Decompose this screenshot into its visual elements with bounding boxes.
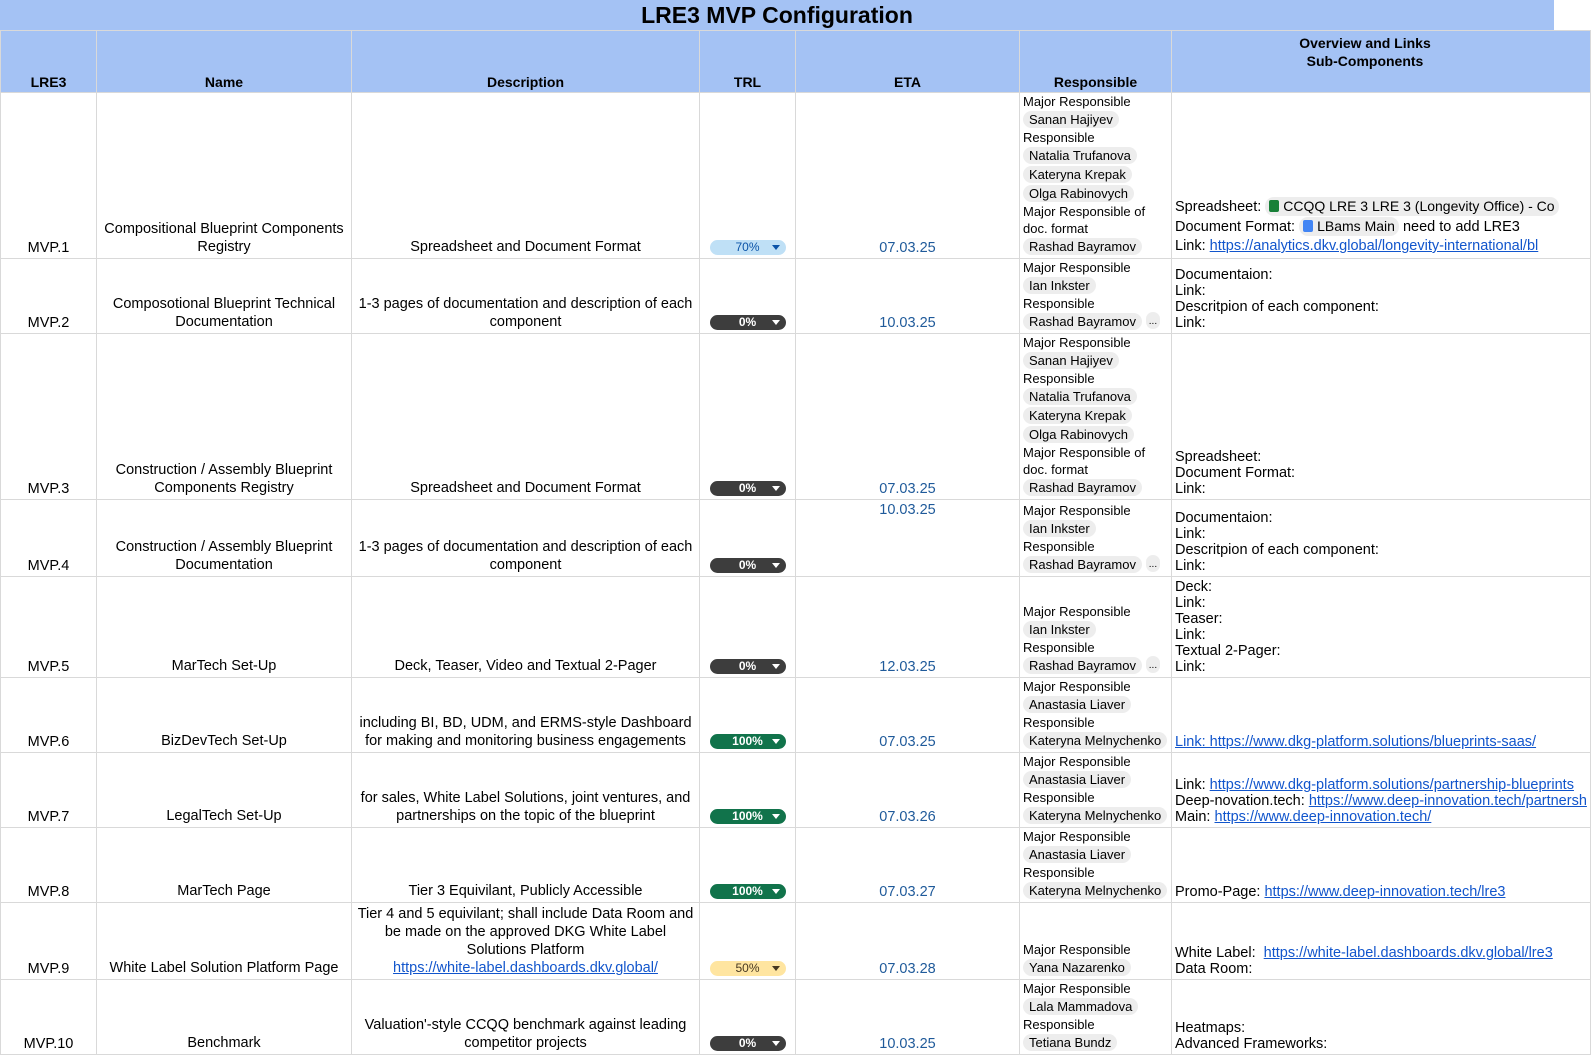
- person-chip[interactable]: Kateryna Krepak: [1023, 166, 1132, 183]
- link-label: Document Format:: [1175, 219, 1296, 235]
- sheet-title: LRE3 MVP Configuration: [0, 0, 1554, 31]
- hyperlink[interactable]: https://analytics.dkv.global/longevity-international/bl: [1209, 238, 1539, 254]
- row-links[interactable]: [1172, 753, 1591, 828]
- header-overview[interactable]: [1172, 31, 1591, 93]
- link-line: Link:: [1175, 595, 1206, 611]
- row-description[interactable]: 1-3 pages of documentation and description of each component: [352, 259, 700, 334]
- row-description[interactable]: Tier 3 Equivilant, Publicly Accessible: [352, 828, 700, 903]
- person-chip[interactable]: Rashad Bayramov: [1023, 556, 1142, 573]
- person-chip[interactable]: Kateryna Krepak: [1023, 407, 1132, 424]
- person-chip[interactable]: Rashad Bayramov: [1023, 238, 1142, 255]
- table-row: [1, 334, 1591, 500]
- link-line: Descritpion of each component:: [1175, 542, 1379, 558]
- row-id[interactable]: MVP.7: [1, 753, 97, 828]
- role-label: Responsible: [1023, 539, 1095, 554]
- row-name[interactable]: BizDevTech Set-Up: [97, 678, 352, 753]
- header-lre3[interactable]: LRE3: [1, 31, 97, 93]
- row-responsible[interactable]: [1020, 500, 1172, 577]
- row-eta[interactable]: 07.03.26: [796, 753, 1020, 828]
- row-eta[interactable]: 07.03.25: [796, 93, 1020, 259]
- row-links[interactable]: [1172, 577, 1591, 678]
- file-name: LBams Main: [1317, 218, 1395, 234]
- link-line: Data Room:: [1175, 961, 1253, 977]
- chevron-down-icon: [772, 563, 780, 568]
- person-chip[interactable]: Natalia Trufanova: [1023, 147, 1137, 164]
- row-trl[interactable]: [700, 500, 796, 577]
- link-line: Link:: [1175, 558, 1206, 574]
- more-chips-indicator[interactable]: ...: [1146, 312, 1160, 329]
- hyperlink[interactable]: Link: https://www.dkg-platform.solutions/blueprints-saas/: [1175, 734, 1537, 750]
- row-responsible[interactable]: [1020, 753, 1172, 828]
- trl-value: 100%: [732, 734, 763, 748]
- row-description[interactable]: for sales, White Label Solutions, joint ventures, and partnerships on the topic of the blueprint: [352, 753, 700, 828]
- role-label: Major Responsible: [1023, 829, 1131, 844]
- link-label: Deep-novation.tech:: [1175, 793, 1305, 809]
- link-line: Link:: [1175, 526, 1206, 542]
- file-chip[interactable]: [1265, 197, 1558, 216]
- link-line: Link:: [1175, 659, 1206, 675]
- table-row: [1, 577, 1591, 678]
- link-line: Link:: [1175, 627, 1206, 643]
- row-id[interactable]: MVP.1: [1, 93, 97, 259]
- table-row: [1, 753, 1591, 828]
- row-description[interactable]: Spreadsheet and Document Format: [352, 93, 700, 259]
- trl-dropdown[interactable]: [710, 734, 786, 749]
- row-links[interactable]: [1172, 828, 1591, 903]
- row-name[interactable]: MarTech Set-Up: [97, 577, 352, 678]
- row-name[interactable]: Construction / Assembly Blueprint Components Registry: [97, 334, 352, 500]
- row-name[interactable]: Compositional Blueprint Components Registry: [97, 93, 352, 259]
- link-line: Link:: [1175, 315, 1206, 331]
- person-chip[interactable]: Yana Nazarenko: [1023, 959, 1131, 976]
- trl-value: 50%: [735, 961, 760, 975]
- header-name[interactable]: Name: [97, 31, 352, 93]
- person-chip[interactable]: Anastasia Liaver: [1023, 846, 1131, 863]
- row-eta[interactable]: 07.03.27: [796, 828, 1020, 903]
- trl-value: 0%: [738, 558, 757, 572]
- trl-dropdown[interactable]: [710, 659, 786, 674]
- role-label: Responsible: [1023, 715, 1095, 730]
- person-chip[interactable]: Kateryna Melnychenko: [1023, 732, 1167, 749]
- trl-dropdown[interactable]: [710, 1036, 786, 1051]
- row-responsible[interactable]: [1020, 903, 1172, 980]
- google-sheets-icon: [1269, 200, 1279, 212]
- header-description[interactable]: Description: [352, 31, 700, 93]
- link-label: Link:: [1175, 777, 1206, 793]
- person-chip[interactable]: Rashad Bayramov: [1023, 657, 1142, 674]
- chevron-down-icon: [772, 889, 780, 894]
- hyperlink[interactable]: https://www.deep-innovation.tech/lre3: [1264, 884, 1506, 900]
- table-row: [1, 828, 1591, 903]
- role-label: Responsible: [1023, 130, 1095, 145]
- note-text: need to add LRE3: [1402, 219, 1520, 235]
- row-description[interactable]: [352, 903, 700, 980]
- row-trl[interactable]: [700, 93, 796, 259]
- role-label: Responsible: [1023, 371, 1095, 386]
- header-trl[interactable]: TRL: [700, 31, 796, 93]
- more-chips-indicator[interactable]: ...: [1146, 555, 1160, 572]
- role-label: Major Responsible: [1023, 754, 1131, 769]
- person-chip[interactable]: Ian Inkster: [1023, 520, 1096, 537]
- chevron-down-icon: [772, 966, 780, 971]
- mvp-table: [0, 30, 1591, 1055]
- person-chip[interactable]: Kateryna Melnychenko: [1023, 807, 1167, 824]
- role-label: Major Responsible: [1023, 679, 1131, 694]
- chevron-down-icon: [772, 320, 780, 325]
- row-links[interactable]: [1172, 259, 1591, 334]
- header-responsible[interactable]: Responsible: [1020, 31, 1172, 93]
- table-row: [1, 903, 1591, 980]
- person-chip[interactable]: Anastasia Liaver: [1023, 696, 1131, 713]
- hyperlink[interactable]: https://www.dkg-platform.solutions/partnership-blueprints: [1209, 777, 1574, 793]
- header-overview-line2: Sub-Components: [1306, 53, 1424, 69]
- file-name: CCQQ LRE 3 LRE 3 (Longevity Office) - Co: [1283, 198, 1555, 214]
- row-id[interactable]: MVP.10: [1, 980, 97, 1055]
- row-links[interactable]: [1172, 678, 1591, 753]
- trl-dropdown[interactable]: [710, 481, 786, 496]
- header-overview-line1: Overview and Links: [1299, 35, 1431, 51]
- hyperlink[interactable]: https://www.deep-innovation.tech/partnersh: [1308, 793, 1587, 809]
- header-eta[interactable]: ETA: [796, 31, 1020, 93]
- row-trl[interactable]: [700, 980, 796, 1055]
- file-chip[interactable]: [1299, 217, 1399, 236]
- person-chip[interactable]: Lala Mammadova: [1023, 998, 1138, 1015]
- role-label: Responsible: [1023, 865, 1095, 880]
- trl-dropdown[interactable]: [710, 961, 786, 976]
- role-label: Major Responsible: [1023, 981, 1131, 996]
- description-text: Tier 4 and 5 equivilant; shall include Data Room and be made on the approved DKG White Label Solutions Platform: [357, 906, 694, 958]
- link-line: Advanced Frameworks:: [1175, 1036, 1328, 1052]
- table-row: [1, 93, 1591, 259]
- row-responsible[interactable]: [1020, 828, 1172, 903]
- person-chip[interactable]: Natalia Trufanova: [1023, 388, 1137, 405]
- google-docs-icon: [1303, 220, 1313, 232]
- row-eta[interactable]: 12.03.25: [796, 577, 1020, 678]
- row-links[interactable]: [1172, 980, 1591, 1055]
- trl-value: 100%: [732, 884, 763, 898]
- row-links[interactable]: [1172, 334, 1591, 500]
- table-row: [1, 500, 1591, 577]
- row-responsible[interactable]: [1020, 678, 1172, 753]
- role-label: Major Responsible: [1023, 94, 1131, 109]
- person-chip[interactable]: Olga Rabinovych: [1023, 426, 1134, 443]
- role-label: Major Responsible: [1023, 604, 1131, 619]
- row-description[interactable]: Deck, Teaser, Video and Textual 2-Pager: [352, 577, 700, 678]
- trl-dropdown[interactable]: [710, 884, 786, 899]
- link-line: Heatmaps:: [1175, 1020, 1246, 1036]
- row-id[interactable]: MVP.6: [1, 678, 97, 753]
- role-label: Responsible: [1023, 790, 1095, 805]
- row-id[interactable]: MVP.2: [1, 259, 97, 334]
- role-label: Major Responsible of doc. format: [1023, 445, 1146, 477]
- link-line: Deck:: [1175, 579, 1213, 595]
- trl-value: 0%: [738, 659, 757, 673]
- trl-dropdown[interactable]: [710, 240, 786, 255]
- person-chip[interactable]: Kateryna Melnychenko: [1023, 882, 1167, 899]
- chevron-down-icon: [772, 739, 780, 744]
- chevron-down-icon: [772, 814, 780, 819]
- role-label: Major Responsible: [1023, 503, 1131, 518]
- table-row: [1, 678, 1591, 753]
- chevron-down-icon: [772, 1041, 780, 1046]
- link-line: Textual 2-Pager:: [1175, 643, 1281, 659]
- row-description[interactable]: 1-3 pages of documentation and description of each component: [352, 500, 700, 577]
- trl-dropdown[interactable]: [710, 315, 786, 330]
- row-id[interactable]: MVP.5: [1, 577, 97, 678]
- row-responsible[interactable]: [1020, 980, 1172, 1055]
- hyperlink[interactable]: https://white-label.dashboards.dkv.global/lre3: [1263, 945, 1553, 961]
- trl-value: 0%: [738, 481, 757, 495]
- link-label: White Label:: [1175, 945, 1256, 961]
- link-line: Teaser:: [1175, 611, 1223, 627]
- link-line: Document Format:: [1175, 465, 1296, 481]
- trl-value: 0%: [738, 315, 757, 329]
- row-description[interactable]: Valuation'-style CCQQ benchmark against leading competitor projects: [352, 980, 700, 1055]
- link-label: Spreadsheet:: [1175, 199, 1262, 215]
- row-eta[interactable]: 07.03.28: [796, 903, 1020, 980]
- link-line: Link:: [1175, 481, 1206, 497]
- person-chip[interactable]: Sanan Hajiyev: [1023, 352, 1119, 369]
- trl-value: 100%: [732, 809, 763, 823]
- row-name[interactable]: Construction / Assembly Blueprint Documentation: [97, 500, 352, 577]
- row-eta[interactable]: 10.03.25: [796, 259, 1020, 334]
- row-name[interactable]: Composotional Blueprint Technical Documentation: [97, 259, 352, 334]
- person-chip[interactable]: Tetiana Bundz: [1023, 1034, 1117, 1051]
- trl-dropdown[interactable]: [710, 809, 786, 824]
- link-line: Link:: [1175, 283, 1206, 299]
- trl-value: 70%: [735, 240, 760, 254]
- row-eta[interactable]: 07.03.25: [796, 334, 1020, 500]
- row-links[interactable]: [1172, 903, 1591, 980]
- row-name[interactable]: MarTech Page: [97, 828, 352, 903]
- row-responsible[interactable]: [1020, 259, 1172, 334]
- trl-value: 0%: [738, 1036, 757, 1050]
- row-name[interactable]: Benchmark: [97, 980, 352, 1055]
- more-chips-indicator[interactable]: ...: [1146, 656, 1160, 673]
- row-id[interactable]: MVP.9: [1, 903, 97, 980]
- row-id[interactable]: MVP.3: [1, 334, 97, 500]
- person-chip[interactable]: Anastasia Liaver: [1023, 771, 1131, 788]
- person-chip[interactable]: Rashad Bayramov: [1023, 313, 1142, 330]
- person-chip[interactable]: Ian Inkster: [1023, 621, 1096, 638]
- role-label: Responsible: [1023, 1017, 1095, 1032]
- row-trl[interactable]: [700, 577, 796, 678]
- row-trl[interactable]: [700, 334, 796, 500]
- person-chip[interactable]: Ian Inkster: [1023, 277, 1096, 294]
- person-chip[interactable]: Sanan Hajiyev: [1023, 111, 1119, 128]
- row-trl[interactable]: [700, 259, 796, 334]
- header-row: [1, 31, 1591, 93]
- row-links[interactable]: [1172, 93, 1591, 259]
- row-description[interactable]: Spreadsheet and Document Format: [352, 334, 700, 500]
- row-trl[interactable]: [700, 828, 796, 903]
- person-chip[interactable]: Rashad Bayramov: [1023, 479, 1142, 496]
- role-label: Major Responsible: [1023, 260, 1131, 275]
- row-trl[interactable]: [700, 903, 796, 980]
- row-description[interactable]: including BI, BD, UDM, and ERMS-style Dashboard for making and monitoring business engagements: [352, 678, 700, 753]
- row-trl[interactable]: [700, 678, 796, 753]
- role-label: Major Responsible: [1023, 335, 1131, 350]
- chevron-down-icon: [772, 664, 780, 669]
- row-trl[interactable]: [700, 753, 796, 828]
- hyperlink[interactable]: https://white-label.dashboards.dkv.global/: [393, 960, 658, 976]
- trl-dropdown[interactable]: [710, 558, 786, 573]
- role-label: Responsible: [1023, 296, 1095, 311]
- row-responsible[interactable]: [1020, 334, 1172, 500]
- person-chip[interactable]: Olga Rabinovych: [1023, 185, 1134, 202]
- row-id[interactable]: MVP.4: [1, 500, 97, 577]
- link-line: Descritpion of each component:: [1175, 299, 1379, 315]
- link-label: Main:: [1175, 809, 1211, 825]
- row-id[interactable]: MVP.8: [1, 828, 97, 903]
- row-eta[interactable]: 07.03.25: [796, 678, 1020, 753]
- table-row: [1, 980, 1591, 1055]
- link-line: Documentaion:: [1175, 510, 1273, 526]
- hyperlink[interactable]: https://www.deep-innovation.tech/: [1214, 809, 1432, 825]
- chevron-down-icon: [772, 245, 780, 250]
- role-label: Major Responsible of doc. format: [1023, 204, 1146, 236]
- row-responsible[interactable]: [1020, 577, 1172, 678]
- link-label: Promo-Page:: [1175, 884, 1261, 900]
- link-label: Link:: [1175, 238, 1206, 254]
- link-line: Documentaion:: [1175, 267, 1273, 283]
- link-line: Spreadsheet:: [1175, 449, 1262, 465]
- table-row: [1, 259, 1591, 334]
- row-eta[interactable]: 10.03.25: [796, 980, 1020, 1055]
- row-responsible[interactable]: [1020, 93, 1172, 259]
- row-name[interactable]: LegalTech Set-Up: [97, 753, 352, 828]
- row-name[interactable]: White Label Solution Platform Page: [97, 903, 352, 980]
- row-eta[interactable]: 10.03.25: [796, 500, 1020, 577]
- chevron-down-icon: [772, 486, 780, 491]
- role-label: Responsible: [1023, 640, 1095, 655]
- row-links[interactable]: [1172, 500, 1591, 577]
- role-label: Major Responsible: [1023, 942, 1131, 957]
